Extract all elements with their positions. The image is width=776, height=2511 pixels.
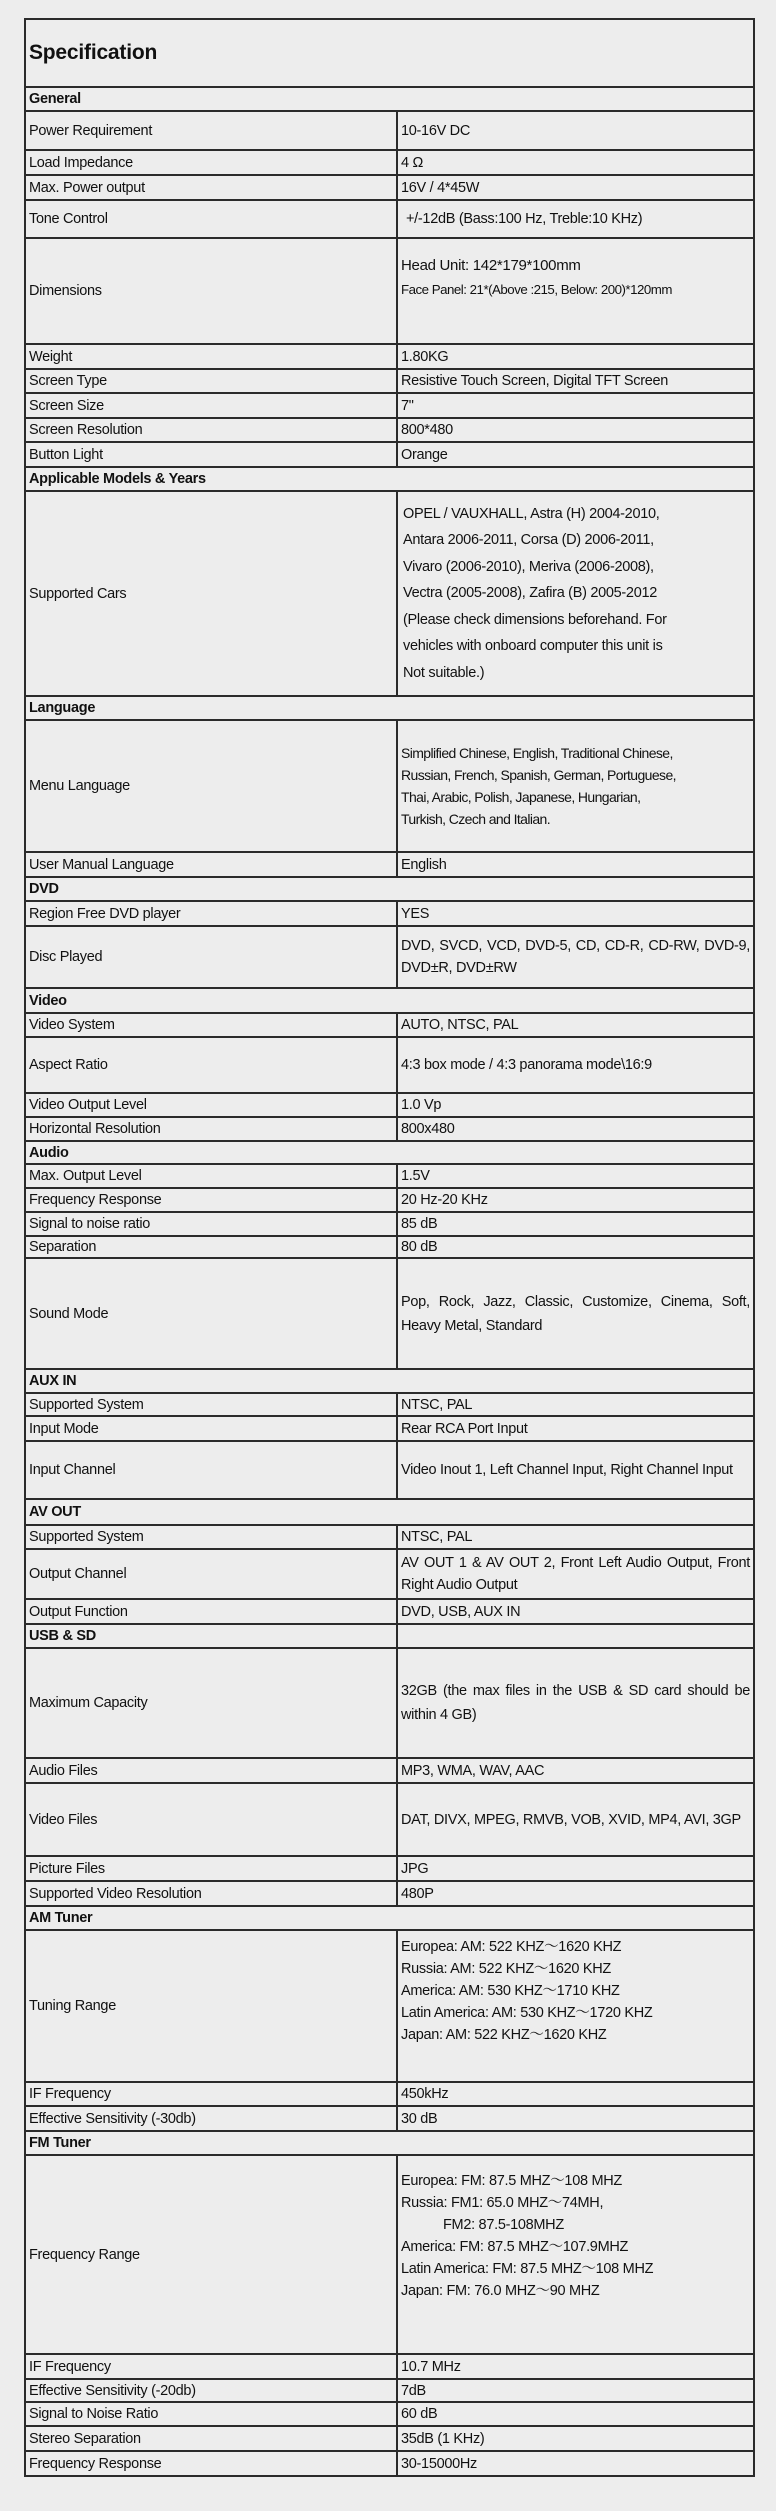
row-label: Audio Files [25, 1758, 397, 1783]
table-row [25, 1236, 754, 1258]
value-line: Russia: FM1: 65.0 MHZ～74MH, [401, 2195, 604, 2211]
row-label: Sound Mode [25, 1258, 397, 1369]
row-label: Signal to Noise Ratio [25, 2402, 397, 2426]
row-value: 480P [397, 1881, 754, 1906]
table-row [25, 175, 754, 200]
row-label: Weight [25, 344, 397, 369]
row-label: Dimensions [25, 238, 397, 344]
row-value: 10-16V DC [397, 111, 754, 150]
row-value: 4:3 box mode / 4:3 panorama mode\16:9 [397, 1037, 754, 1093]
row-value: JPG [397, 1856, 754, 1881]
row-value: 1.0 Vp [397, 1093, 754, 1117]
row-value: 32GB (the max files in the USB & SD card should be within 4 GB) [397, 1648, 754, 1758]
table-row [25, 2379, 754, 2402]
table-title: Specification [25, 19, 754, 87]
row-label: Stereo Separation [25, 2426, 397, 2451]
table-row [25, 1188, 754, 1212]
table-row [25, 1599, 754, 1624]
row-value [397, 720, 754, 852]
table-row [25, 1093, 754, 1117]
row-value: DVD, USB, AUX IN [397, 1599, 754, 1624]
row-value: Orange [397, 442, 754, 467]
table-row [25, 901, 754, 926]
value-line: Russian, French, Spanish, German, Portuguese, [401, 767, 676, 783]
table-row [25, 491, 754, 696]
row-value: DAT, DIVX, MPEG, RMVB, VOB, XVID, MP4, AVI, 3GP [397, 1783, 754, 1856]
row-value: English [397, 852, 754, 877]
row-value: 10.7 MHz [397, 2354, 754, 2379]
empty-cell [397, 1624, 754, 1648]
row-label: Effective Sensitivity (-20db) [25, 2379, 397, 2402]
row-value: 450kHz [397, 2082, 754, 2106]
row-label: Video Files [25, 1783, 397, 1856]
value-line: Latin America: FM: 87.5 MHZ～108 MHZ [401, 2261, 654, 2277]
table-row [25, 1393, 754, 1416]
table-row [25, 1930, 754, 2082]
value-line: vehicles with onboard computer this unit is [403, 638, 663, 655]
table-row [25, 393, 754, 418]
section-fm-tuner: FM Tuner [25, 2131, 754, 2155]
row-value: AV OUT 1 & AV OUT 2, Front Left Audio Output, Front Right Audio Output [397, 1549, 754, 1599]
row-label: Screen Type [25, 369, 397, 393]
table-row [25, 2082, 754, 2106]
row-value: 800x480 [397, 1117, 754, 1141]
value-line: America: FM: 87.5 MHZ～107.9MHZ [401, 2239, 629, 2255]
row-label: Supported Cars [25, 491, 397, 696]
value-line: Head Unit: 142*179*100mm [401, 257, 581, 274]
row-label: Frequency Response [25, 1188, 397, 1212]
row-value: 35dB (1 KHz) [397, 2426, 754, 2451]
row-label: Signal to noise ratio [25, 1212, 397, 1236]
row-value: 85 dB [397, 1212, 754, 1236]
row-label: Load Impedance [25, 150, 397, 175]
row-value: Pop, Rock, Jazz, Classic, Customize, Cinema, Soft, Heavy Metal, Standard [397, 1258, 754, 1369]
row-value [397, 238, 754, 344]
row-label: Horizontal Resolution [25, 1117, 397, 1141]
section-general: General [25, 87, 754, 111]
table-row [25, 1164, 754, 1188]
row-value: AUTO, NTSC, PAL [397, 1013, 754, 1037]
table-row [25, 926, 754, 988]
value-line: Simplified Chinese, English, Traditional Chinese, [401, 745, 673, 761]
value-line: America: AM: 530 KHZ～1710 KHZ [401, 1983, 620, 1999]
row-label: Output Channel [25, 1549, 397, 1599]
table-row [25, 238, 754, 344]
value-line: Antara 2006-2011, Corsa (D) 2006-2011, [403, 532, 654, 549]
table-row [25, 1416, 754, 1441]
row-label: Aspect Ratio [25, 1037, 397, 1093]
specification-table [24, 18, 755, 2477]
row-label: Input Mode [25, 1416, 397, 1441]
table-row [25, 111, 754, 150]
table-row [25, 200, 754, 238]
row-value: 30 dB [397, 2106, 754, 2131]
table-row [25, 1525, 754, 1549]
row-label: Screen Resolution [25, 418, 397, 442]
value-line: Russia: AM: 522 KHZ～1620 KHZ [401, 1961, 611, 1977]
row-label: Video Output Level [25, 1093, 397, 1117]
table-row [25, 344, 754, 369]
row-label: Max. Output Level [25, 1164, 397, 1188]
row-value [397, 2155, 754, 2354]
value-line: OPEL / VAUXHALL, Astra (H) 2004-2010, [403, 505, 660, 522]
row-label: Button Light [25, 442, 397, 467]
value-line: Vectra (2005-2008), Zafira (B) 2005-2012 [403, 585, 657, 602]
table-row [25, 1441, 754, 1499]
row-label: Disc Played [25, 926, 397, 988]
table-row [25, 1212, 754, 1236]
row-label: IF Frequency [25, 2082, 397, 2106]
table-row [25, 442, 754, 467]
value-line: Europea: AM: 522 KHZ～1620 KHZ [401, 1939, 622, 1955]
table-row [25, 852, 754, 877]
table-row [25, 1013, 754, 1037]
value-line: Turkish, Czech and Italian. [401, 811, 551, 827]
row-label: User Manual Language [25, 852, 397, 877]
row-value: Rear RCA Port Input [397, 1416, 754, 1441]
value-line: Europea: FM: 87.5 MHZ～108 MHZ [401, 2173, 622, 2189]
table-row [25, 1258, 754, 1369]
section-am-tuner: AM Tuner [25, 1906, 754, 1930]
row-label: Maximum Capacity [25, 1648, 397, 1758]
row-label: Separation [25, 1236, 397, 1258]
value-line: Latin America: AM: 530 KHZ～1720 KHZ [401, 2005, 653, 2021]
table-row [25, 1856, 754, 1881]
row-label: Frequency Response [25, 2451, 397, 2476]
table-row [25, 1037, 754, 1093]
row-value: 20 Hz-20 KHz [397, 1188, 754, 1212]
row-value: DVD, SVCD, VCD, DVD-5, CD, CD-R, CD-RW, DVD-9, DVD±R, DVD±RW [397, 926, 754, 988]
row-value: 4 Ω [397, 150, 754, 175]
section-models: Applicable Models & Years [25, 467, 754, 491]
row-label: Effective Sensitivity (-30db) [25, 2106, 397, 2131]
row-label: Supported System [25, 1393, 397, 1416]
section-dvd: DVD [25, 877, 754, 901]
row-value: +/-12dB (Bass:100 Hz, Treble:10 KHz) [397, 200, 754, 238]
row-value: 80 dB [397, 1236, 754, 1258]
table-row [25, 2451, 754, 2476]
row-value: NTSC, PAL [397, 1393, 754, 1416]
row-value: 7" [397, 393, 754, 418]
row-label: Supported System [25, 1525, 397, 1549]
table-row [25, 418, 754, 442]
row-value: MP3, WMA, WAV, AAC [397, 1758, 754, 1783]
value-line: (Please check dimensions beforehand. For [403, 611, 667, 628]
section-av-out: AV OUT [25, 1499, 754, 1525]
row-value: 7dB [397, 2379, 754, 2402]
section-video: Video [25, 988, 754, 1013]
row-value: 1.5V [397, 1164, 754, 1188]
table-row [25, 1117, 754, 1141]
row-label: Menu Language [25, 720, 397, 852]
row-value: 1.80KG [397, 344, 754, 369]
row-label: Screen Size [25, 393, 397, 418]
section-aux-in: AUX IN [25, 1369, 754, 1393]
value-line: Thai, Arabic, Polish, Japanese, Hungarian, [401, 789, 641, 805]
row-value: NTSC, PAL [397, 1525, 754, 1549]
row-label: Frequency Range [25, 2155, 397, 2354]
row-value: 800*480 [397, 418, 754, 442]
row-label: Region Free DVD player [25, 901, 397, 926]
row-label: Tuning Range [25, 1930, 397, 2082]
row-value: YES [397, 901, 754, 926]
row-label: Power Requirement [25, 111, 397, 150]
row-label: IF Frequency [25, 2354, 397, 2379]
row-value [397, 1930, 754, 2082]
row-value: 16V / 4*45W [397, 175, 754, 200]
value-line: Face Panel: 21*(Above :215, Below: 200)*120mm [401, 282, 672, 297]
row-value: Resistive Touch Screen, Digital TFT Screen [397, 369, 754, 393]
table-row [25, 1549, 754, 1599]
section-language: Language [25, 696, 754, 720]
table-row [25, 2106, 754, 2131]
table-row [25, 1783, 754, 1856]
row-value: Video Inout 1, Left Channel Input, Right Channel Input [397, 1441, 754, 1499]
row-value: 30-15000Hz [397, 2451, 754, 2476]
table-row [25, 2402, 754, 2426]
row-label: Tone Control [25, 200, 397, 238]
row-label: Picture Files [25, 1856, 397, 1881]
value-line: Not suitable.) [403, 664, 485, 681]
row-label: Supported Video Resolution [25, 1881, 397, 1906]
table-row [25, 369, 754, 393]
table-row [25, 2426, 754, 2451]
section-usb-sd: USB & SD [25, 1624, 397, 1648]
row-label: Input Channel [25, 1441, 397, 1499]
table-row [25, 2354, 754, 2379]
value-line: Vivaro (2006-2010), Meriva (2006-2008), [403, 558, 654, 575]
row-label: Max. Power output [25, 175, 397, 200]
row-value [397, 491, 754, 696]
row-value: 60 dB [397, 2402, 754, 2426]
table-row [25, 1648, 754, 1758]
table-row [25, 1881, 754, 1906]
section-audio: Audio [25, 1141, 754, 1164]
row-label: Output Function [25, 1599, 397, 1624]
value-line: Japan: AM: 522 KHZ～1620 KHZ [401, 2027, 607, 2043]
value-line: FM2: 87.5-108MHZ [443, 2217, 564, 2233]
table-row [25, 150, 754, 175]
value-line: Japan: FM: 76.0 MHZ～90 MHZ [401, 2283, 600, 2299]
table-row [25, 2155, 754, 2354]
table-row [25, 1758, 754, 1783]
row-label: Video System [25, 1013, 397, 1037]
table-row [25, 720, 754, 852]
